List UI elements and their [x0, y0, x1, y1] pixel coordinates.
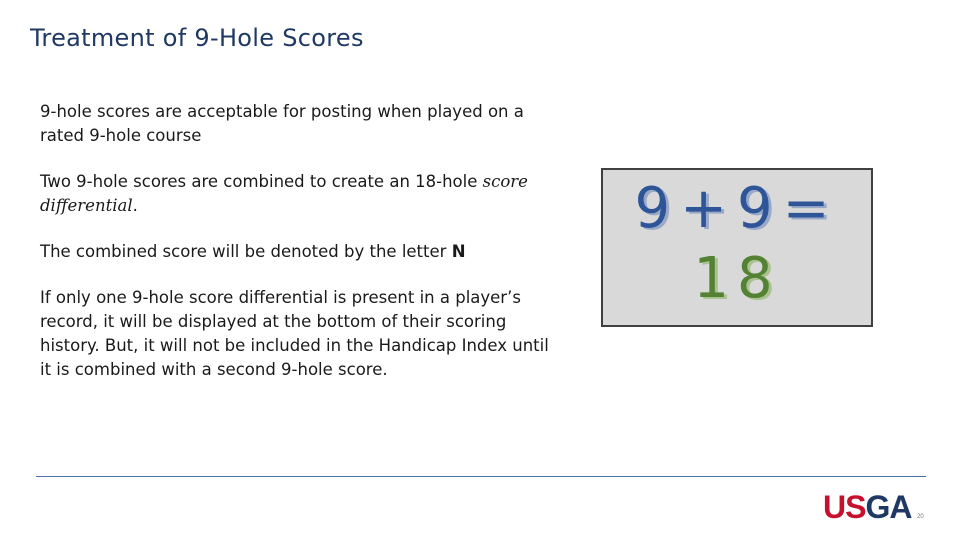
paragraph-denoted-start: The combined score will be denoted by the letter [40, 242, 452, 261]
equation-line-bottom [603, 246, 871, 312]
operand-b: 9 [737, 176, 779, 241]
paragraph-posting: 9-hole scores are acceptable for posting when played on a rated 9-hole course [40, 102, 524, 145]
paragraph-combined-start: Two 9-hole scores are combined to create an 18-hole [40, 172, 483, 191]
paragraph-denoted [40, 240, 560, 264]
operand-a: 9 [634, 176, 677, 241]
slide-title: Treatment of 9-Hole Scores [30, 24, 364, 52]
body-text [40, 100, 560, 404]
logo-ga: GA [865, 489, 912, 525]
plus-sign: + [680, 176, 733, 241]
paragraph-combined-end: . [132, 196, 138, 215]
equation-box [601, 168, 873, 327]
paragraph-single-differential: If only one 9-hole score differential is present in a player’s record, it will be displayed at the bottom of their scoring history. But, it will not be included in the Handicap Index until it is combined with a second 9-hole score. [40, 288, 549, 379]
score-differential-term: score differential [40, 172, 528, 215]
letter-n: N [451, 242, 466, 261]
usga-logo [823, 490, 911, 524]
equation-result: 18 [693, 246, 781, 311]
footer-divider [36, 476, 926, 477]
logo-page-mark: 20 [917, 514, 924, 520]
equation-line-top [603, 176, 871, 242]
logo-us: US [823, 489, 866, 525]
paragraph-combined [40, 170, 560, 218]
equals-sign: = [782, 176, 836, 241]
